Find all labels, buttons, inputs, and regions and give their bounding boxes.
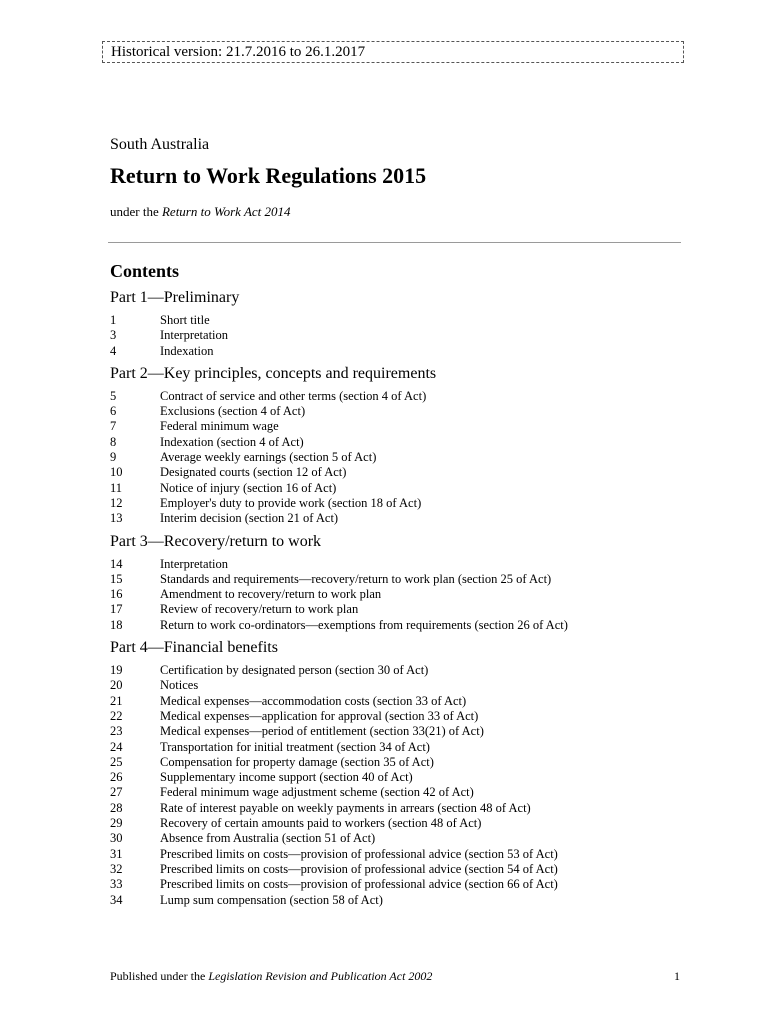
toc-entry-title: Medical expenses—application for approval (section 33 of Act) [160,708,479,723]
toc-entry-number: 30 [110,831,123,846]
page-number: 1 [674,969,680,983]
toc-entry[interactable] [110,709,670,724]
toc-entry-title: Indexation [160,343,214,358]
toc-entry-title: Absence from Australia (section 51 of Act) [160,831,376,846]
toc-entry-title: Return to work co-ordinators—exemptions from requirements (section 26 of Act) [160,617,568,632]
toc-entry[interactable] [110,557,670,572]
toc-entry-number: 9 [110,450,117,465]
toc-entry[interactable] [110,435,670,450]
toc-entry[interactable] [110,404,670,419]
toc-entry-title: Federal minimum wage adjustment scheme (section 42 of Act) [160,785,474,800]
toc-entry-title: Notice of injury (section 16 of Act) [160,480,337,495]
toc-part-heading[interactable]: Part 4—Financial benefits [110,639,278,657]
document-title: Return to Work Regulations 2015 [110,163,427,188]
toc-entry-title: Employer's duty to provide work (section 18 of Act) [160,495,422,510]
toc-entry-number: 12 [110,495,123,510]
toc-entry[interactable] [110,481,670,496]
toc-entry-number: 20 [110,678,123,693]
toc-entry[interactable] [110,694,670,709]
toc-entry-title: Standards and requirements—recovery/return to work plan (section 25 of Act) [160,571,552,586]
toc-entry-number: 15 [110,571,123,586]
toc-entry-title: Interpretation [160,328,229,343]
toc-entry[interactable] [110,419,670,434]
toc-entry-number: 21 [110,693,123,708]
enabling-act-prefix: under the [110,204,162,219]
toc-entry[interactable] [110,587,670,602]
toc-entry-number: 18 [110,617,123,632]
toc-entry-title: Interpretation [160,556,229,571]
toc-entry-title: Certification by designated person (section 30 of Act) [160,663,429,678]
toc-entry-number: 24 [110,739,123,754]
toc-entry[interactable] [110,496,670,511]
toc-entry[interactable] [110,770,670,785]
toc-entry-title: Compensation for property damage (section 35 of Act) [160,754,434,769]
toc-entry[interactable] [110,831,670,846]
toc-entry-number: 3 [110,328,117,343]
toc-entry[interactable] [110,862,670,877]
toc-entry[interactable] [110,465,670,480]
toc-entry-number: 26 [110,770,123,785]
toc-entry-title: Average weekly earnings (section 5 of Act) [160,450,377,465]
toc-entry-number: 17 [110,602,123,617]
toc-entry-number: 5 [110,388,117,403]
toc-entry-number: 33 [110,877,123,892]
toc-entry-number: 19 [110,663,123,678]
toc-entry-number: 28 [110,800,123,815]
toc-entry-title: Prescribed limits on costs—provision of professional advice (section 66 of Act) [160,877,558,892]
toc-entry-number: 7 [110,419,117,434]
toc-entry-title: Rate of interest payable on weekly payments in arrears (section 48 of Act) [160,800,531,815]
toc-entry-title: Exclusions (section 4 of Act) [160,404,306,419]
toc-part-heading[interactable]: Part 3—Recovery/return to work [110,532,322,550]
toc-entry-number: 34 [110,892,123,907]
toc-entry[interactable] [110,816,670,831]
toc-entry-number: 8 [110,434,117,449]
toc-entry-title: Prescribed limits on costs—provision of professional advice (section 54 of Act) [160,861,558,876]
toc-entry-title: Designated courts (section 12 of Act) [160,465,347,480]
toc-entry[interactable] [110,893,670,908]
table-of-contents [110,288,670,908]
toc-entry[interactable] [110,389,670,404]
jurisdiction-label: South Australia [110,136,210,153]
toc-entry-title: Federal minimum wage [160,419,279,434]
toc-entry[interactable] [110,801,670,816]
footer-act-name: Legislation Revision and Publication Act 2002 [208,969,433,983]
toc-entry[interactable] [110,328,670,343]
toc-entry-number: 16 [110,587,123,602]
toc-entry-number: 31 [110,846,123,861]
toc-entry-title: Medical expenses—period of entitlement (section 33(21) of Act) [160,724,484,739]
historical-version-banner [102,41,684,63]
toc-entry[interactable] [110,511,670,526]
toc-entry-title: Review of recovery/return to work plan [160,602,359,617]
toc-part-heading[interactable]: Part 1—Preliminary [110,289,240,306]
toc-entry[interactable] [110,663,670,678]
toc-entry-title: Prescribed limits on costs—provision of professional advice (section 53 of Act) [160,846,558,861]
toc-entry-number: 14 [110,556,123,571]
enabling-act-line [110,204,291,220]
toc-entry[interactable] [110,344,670,359]
toc-entry-number: 10 [110,465,123,480]
toc-entry-title: Supplementary income support (section 40 of Act) [160,770,413,785]
toc-entry-number: 29 [110,816,123,831]
toc-entry[interactable] [110,847,670,862]
toc-entry-title: Notices [160,678,199,693]
footer-publication-note [110,969,432,984]
enabling-act-name: Return to Work Act 2014 [161,204,291,219]
toc-entry-number: 23 [110,724,123,739]
toc-entry-number: 1 [110,313,117,327]
toc-entry-title: Lump sum compensation (section 58 of Act) [160,892,383,907]
toc-entry-number: 27 [110,785,123,800]
toc-part-heading[interactable]: Part 2—Key principles, concepts and requirements [110,364,437,382]
toc-entry[interactable] [110,572,670,587]
toc-entry-number: 6 [110,404,117,419]
toc-entry-number: 32 [110,861,123,876]
toc-entry-number: 11 [110,480,123,495]
toc-entry-number: 25 [110,754,123,769]
toc-entry[interactable] [110,618,670,633]
historical-version-text: Historical version: 21.7.2016 to 26.1.2017 [111,44,366,60]
toc-entry[interactable] [110,313,670,328]
toc-entry-number: 22 [110,708,123,723]
footer-prefix: Published under the [110,969,209,983]
toc-entry[interactable] [110,785,670,800]
title-divider [108,242,681,243]
toc-entry-title: Indexation (section 4 of Act) [160,434,304,449]
toc-entry[interactable] [110,877,670,892]
toc-entry-title: Recovery of certain amounts paid to workers (section 48 of Act) [160,816,482,831]
toc-entry-title: Contract of service and other terms (section 4 of Act) [160,388,427,403]
toc-entry-title: Interim decision (section 21 of Act) [160,511,339,526]
toc-entry-number: 13 [110,511,123,526]
toc-entry-title: Amendment to recovery/return to work plan [160,587,382,602]
toc-entry[interactable] [110,755,670,770]
toc-entry[interactable] [110,678,670,693]
toc-entry[interactable] [110,602,670,617]
toc-entry-number: 4 [110,343,117,358]
toc-entry[interactable] [110,724,670,739]
toc-entry[interactable] [110,450,670,465]
toc-entry-title: Short title [160,313,210,327]
toc-entry-title: Transportation for initial treatment (section 34 of Act) [160,739,430,754]
toc-entry-title: Medical expenses—accommodation costs (section 33 of Act) [160,693,467,708]
toc-entry[interactable] [110,740,670,755]
contents-heading: Contents [110,261,180,281]
